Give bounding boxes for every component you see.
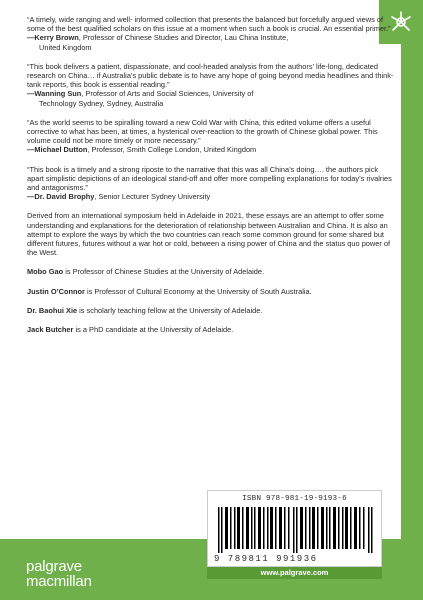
editor-name: Dr. Baohui Xie <box>27 305 78 315</box>
blurb-affiliation: , Professor of Chinese Studies and Director, Lau China Institute, <box>78 33 289 43</box>
book-description: Derived from an international symposium held in Adelaide in 2021, these essays are an attempt to offer some understanding and explanations for the deterioration of relationship between Australian and China. It is also an attempt to explore the ways by which the two countries can reach some common ground for some shared but different futures, futures without a war hot or cold, between a rising power of China and the status quo power of the West. <box>27 211 391 258</box>
blurb-author: —Kerry Brown <box>27 33 79 43</box>
editor-bio-4 <box>27 325 395 334</box>
editor-bio-text: is Professor of Cultural Economy at the University of South Australia. <box>84 286 312 296</box>
back-cover-text <box>27 15 395 344</box>
blurb-author: —Dr. David Brophy <box>27 192 95 202</box>
blurb-affiliation: , Senior Lecturer Sydney University <box>94 192 211 202</box>
publisher-logo <box>26 559 92 590</box>
blurb-quote: “A timely, wide ranging and well- informed collection that presents the balanced but forcefully argued views of some of the best qualified scholars on this issue at a moment when such a book is crucial. An essential primer.” <box>27 15 391 34</box>
blurb-4 <box>27 165 395 202</box>
blurb-quote: “As the world seems to be spiralling toward a new Cold War with China, this edited volume offers a useful corrective to what has been, at times, a hysterical over-reaction to the growth of Chinese global power. This volume could not be more timely or more necessary.” <box>27 117 378 146</box>
blurb-affiliation-cont: Technology Sydney, Sydney, Australia <box>39 98 164 108</box>
isbn-number: 9 789811 991936 <box>214 554 318 564</box>
publisher-line-2: macmillan <box>26 573 92 590</box>
editor-bio-3 <box>27 306 395 315</box>
blurb-3 <box>27 118 395 155</box>
editor-bio-text: is Professor of Chinese Studies at the University of Adelaide. <box>63 267 265 277</box>
blurb-author: —Wanning Sun <box>27 89 82 99</box>
editor-bio-text: is a PhD candidate at the University of Adelaide. <box>73 325 234 335</box>
editor-bio-2 <box>27 287 395 296</box>
blurb-author: —Michael Dutton <box>27 145 88 155</box>
blurb-quote: “This book is a timely and a strong riposte to the narrative that this was all China’s doing…. the authors pick apart simplistic depictions of an ideological stand-off and offer more compelling explanations for today’s rivalries and antagonisms.” <box>27 164 392 193</box>
editor-bio-text: is scholarly teaching fellow at the University of Adelaide. <box>77 305 263 315</box>
blurb-1 <box>27 15 395 52</box>
blurb-affiliation: , Professor of Arts and Social Sciences, University of <box>81 89 254 99</box>
blurb-quote: “This book delivers a patient, dispassionate, and cool-headed analysis from the authors’ life-long, dedicated research on China… if Australia’s public debate is to have any hope of going beyond media headlines and think-tank reports, this book is essential reading.” <box>27 61 394 90</box>
editor-name: Justin O’Connor <box>27 286 85 296</box>
editor-name: Mobo Gao <box>27 267 64 277</box>
barcode-icon <box>216 507 375 553</box>
barcode-box <box>207 490 382 567</box>
editor-name: Jack Butcher <box>27 325 74 335</box>
publisher-line-1: palgrave <box>26 558 82 575</box>
blurb-affiliation-cont: United Kingdom <box>39 42 92 52</box>
editor-bio-1 <box>27 267 395 276</box>
blurb-2 <box>27 62 395 108</box>
isbn-label: ISBN 978-981-19-9193-6 <box>242 495 347 503</box>
blurb-affiliation: , Professor, Smith College London, United Kingdom <box>87 145 257 155</box>
spine-strip <box>401 0 423 600</box>
publisher-website[interactable]: www.palgrave.com <box>207 567 382 579</box>
